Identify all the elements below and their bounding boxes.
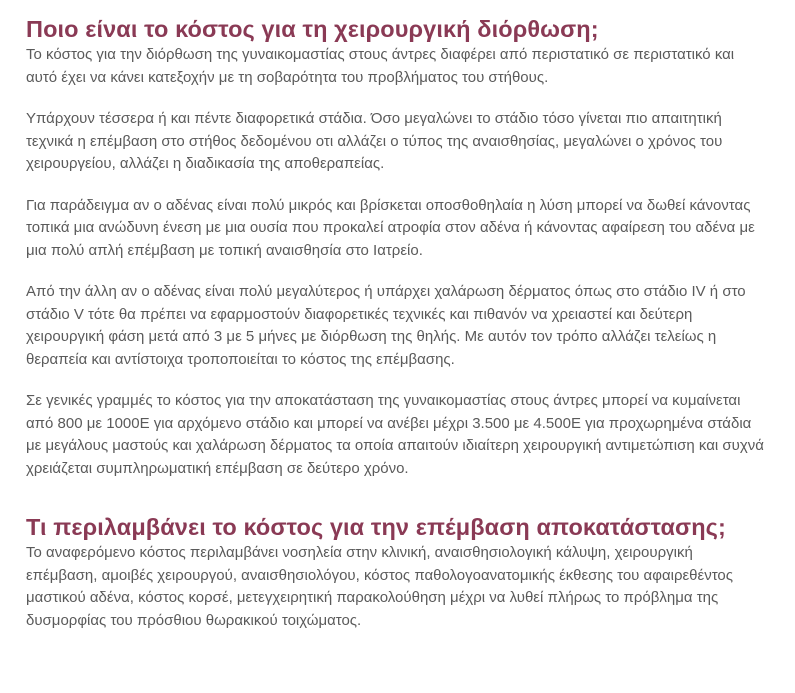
paragraph-cost-range: Σε γενικές γραμμές το κόστος για την αποκατάσταση της γυναικομαστίας στους άντρες μπορεί να κυμαίνεται από 800 με 1000Ε για αρχόμενο στάδιο και μπορεί να ανέβει μέχρι 3.500 με 4.500Ε για προχωρημένα στάδια με μεγάλους μαστούς και χαλάρωση δέρματος τα οποία απαιτούν ιδιαίτερη χειρουργική αντιμετώπιση και συχνά χρειάζεται συμπληρωματική επέμβαση σε δεύτερο χρόνο. [26,392,764,477]
section-heading-cost: Ποιο είναι το κόστος για τη χειρουργική διόρθωση; [26,16,599,42]
section-heading-includes: Τι περιλαμβάνει το κόστος για την επέμβαση αποκατάστασης; [26,514,726,540]
paragraph-included-items: Το αναφερόμενο κόστος περιλαμβάνει νοσηλεία στην κλινική, αναισθησιολογική κάλυψη, χειρουργική επέμβαση, αμοιβές χειρουργού, αναισθησιολόγου, κόστος παθολογοανατομικής έκθεσης του αφαιρεθέντος μαστικού αδένα, κόστος κορσέ, μετεγχειρητική παρακολούθηση μέχρι να λυθεί πλήρως το πρόβλημα της δυσμορφίας του πρόσθιου θωρακικού τοιχώματος. [26,544,733,629]
paragraph-cost-variation: Το κόστος για την διόρθωση της γυναικομαστίας στους άντρες διαφέρει από περιστατικό σε περιστατικό και αυτό έχει να κάνει κατεξοχήν με τη σοβαρότητα του προβλήματος του στήθους. [26,46,735,86]
section-cost [26,0,766,480]
paragraph-small-gland-example: Για παράδειγμα αν ο αδένας είναι πολύ μικρός και βρίσκεται οποσθοθηλαία η λύση μπορεί να δωθεί κάνοντας τοπικά μια ανώδυνη ένεση με μια ουσία που προκαλεί ατροφία στον αδένα ή κάνοντας αφαίρεση του αδένα με μια πολύ απλή επέμβαση με τοπική αναισθησία στο Ιατρείο. [26,196,755,259]
paragraph-large-gland-example: Από την άλλη αν ο αδένας είναι πολύ μεγαλύτερος ή υπάρχει χαλάρωση δέρματος όπως στο στάδιο IV ή στο στάδιο V τότε θα πρέπει να εφαρμοστούν διαφορετικές τεχνικές και πιθανόν να χρειαστεί και δεύτερη χειρουργική φάση μετά από 3 με 5 μήνες με διόρθωση της θηλής. Με αυτόν τον τρόπο αλλάζει τελείως η θεραπεία και αντίστοιχα τροποποιείται το κόστος της επέμβασης. [26,283,746,368]
paragraph-stages: Υπάρχουν τέσσερα ή και πέντε διαφορετικά στάδια. Όσο μεγαλώνει το στάδιο τόσο γίνεται πιο απαιτητική τεχνικά η επέμβαση στο στήθος δεδομένου οτι αλλάζει ο τύπος της αναισθησίας, μεγαλώνει ο χρόνος του χειρουργείου, αλλάζει η διαδικασία της αποθεραπείας. [26,110,723,172]
article-content [26,0,766,632]
section-includes [26,512,766,632]
